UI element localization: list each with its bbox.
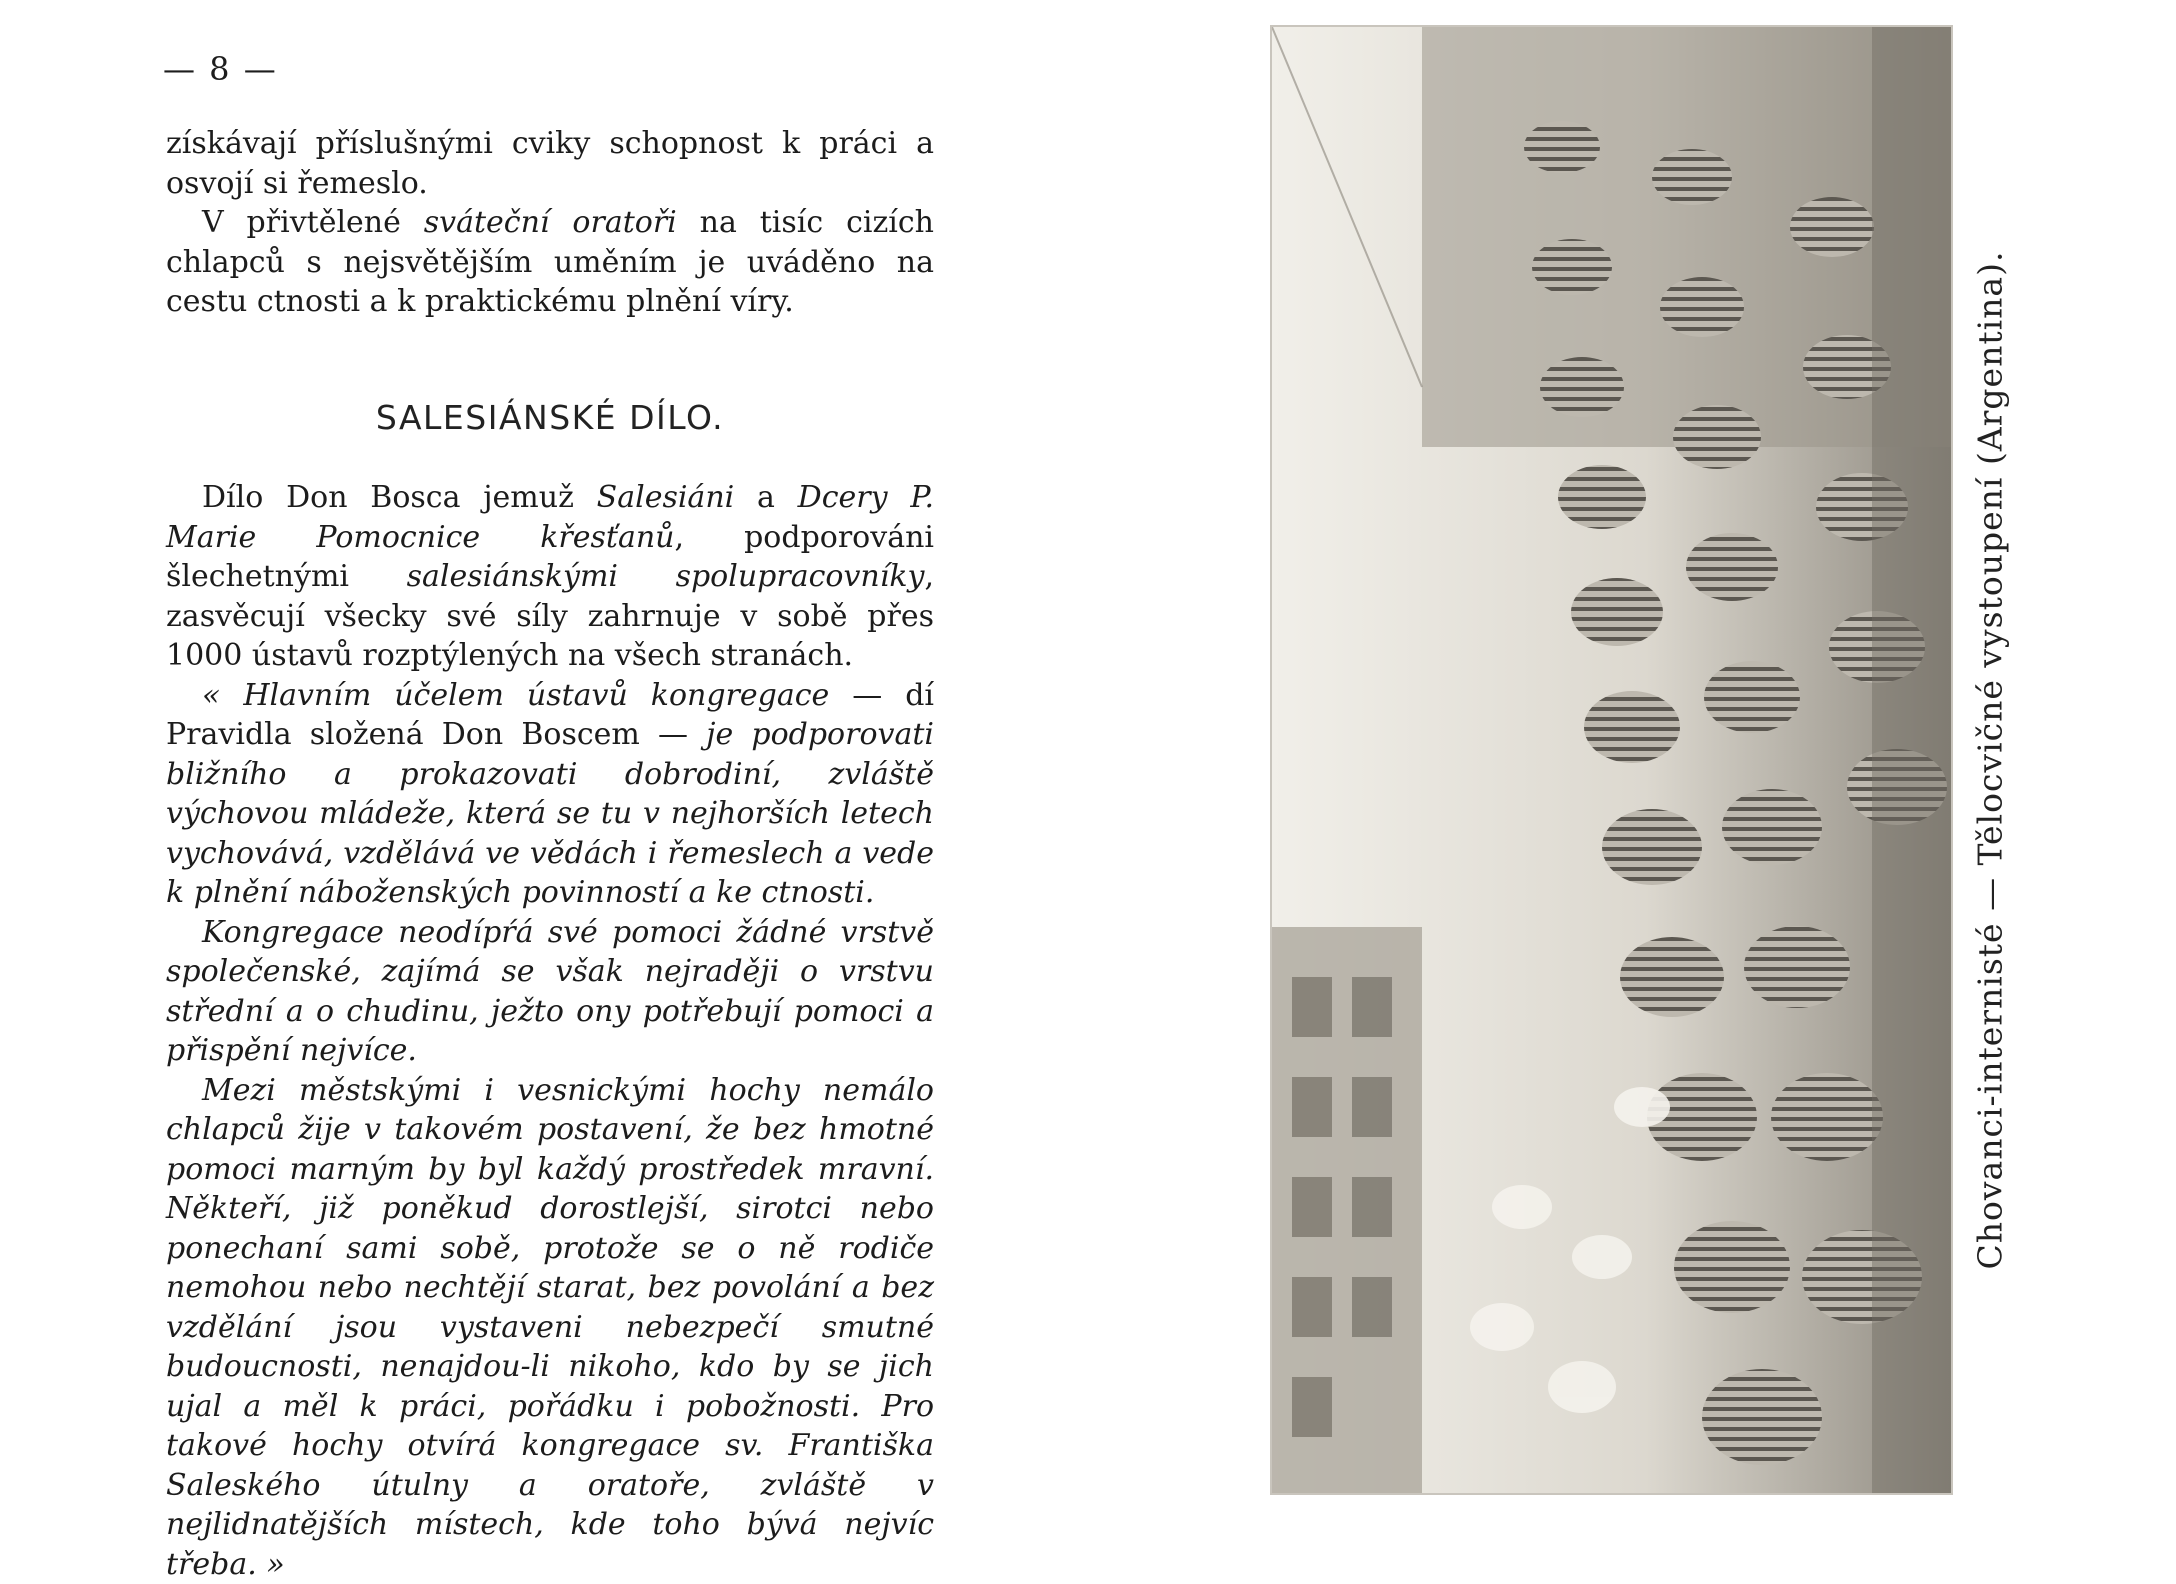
p1-s1: Dílo Don Bosca jemuž: [202, 480, 597, 515]
paragraph-4: Mezi městskými i vesnickými hochy nemálo chlapců žije v takovém postavení, že bez hmotné pomoci marným by byl každý prostředek mravní. Někteří, již poněkud dorostlejší, sirotci nebo ponechaní sami sobě, protože se o ně rodiče nemohou nebo nechtějí starat, bez povolání a bez vzdělání jsou vystaveni nebezpečí smutné budoucnosti, nenajdou-li nikoho, kdo by se jich ujal a měl k práci, pořádku i pobožnosti. Pro takové hochy otvírá kongregace sv. Františka Saleského útulny a oratoře, zvláště v nejlidnatějších místech, kde toho bývá nejvíc třeba. »: [166, 1071, 934, 1584]
paragraph-3: Kongregace neodípŕá své pomoci žádné vrstvě společenské, zajímá se však nejraději o vrstvu střední a o chudinu, ježto ony potřebují pomoci a přispění nejvíce.: [166, 913, 934, 1071]
intro-paragraph-1: získávají příslušnými cviky schopnost k práci a osvojí si řemeslo.: [166, 124, 934, 203]
p2-s1: « Hlavním účelem ústavů kongregace: [202, 678, 829, 713]
main-text: [166, 478, 934, 1584]
paragraph-1: [166, 478, 934, 676]
paragraph-2: [166, 676, 934, 913]
intro-p2-end: na tisíc cizích chlapců s nejsvětějším uměním je uváděno na cestu ctnosti a k praktickému plnění víry.: [166, 205, 934, 319]
p1-s7: , zasvěcují všecky své síly zahrnuje v sobě přes 1000 ústavů rozptýlených na všech stranách.: [166, 559, 934, 673]
p1-s5: , podporováni šlechetnými: [166, 520, 934, 595]
p1-s6: salesiánskými spolupracovníky: [407, 559, 925, 594]
section-heading: SALESIÁNSKÉ DÍLO.: [166, 398, 934, 437]
p1-s3: a: [734, 480, 797, 515]
intro-paragraph-2: [166, 203, 934, 322]
p1-s4: Dcery P. Marie Pomocnice křesťanů: [166, 480, 934, 555]
photograph: [1270, 25, 1953, 1495]
photo-shadow-edge: [1872, 27, 1951, 1493]
photo-caption: Chovanci-internisté — Tělocvičné vystoupení (Argentina).: [1971, 251, 2010, 1270]
intro-p2-start: V přivtělené: [202, 205, 424, 240]
p2-s2: — dí Pravidla složená Don Boscem —: [166, 678, 934, 753]
p1-s2: Salesiáni: [597, 480, 735, 515]
intro-p2-italic: sváteční oratoři: [424, 205, 677, 240]
page-number: — 8 —: [163, 50, 278, 88]
p2-s3: je podporovati bližního a prokazovati dobrodiní, zvláště výchovou mládeže, která se tu v nejhorších letech vychovává, vzdělává ve vědách i řemeslech a vede k plnění náboženských povinností a ke ctnosti.: [166, 717, 934, 910]
photo-illustration: [1272, 27, 1951, 1493]
intro-text: [166, 124, 934, 322]
